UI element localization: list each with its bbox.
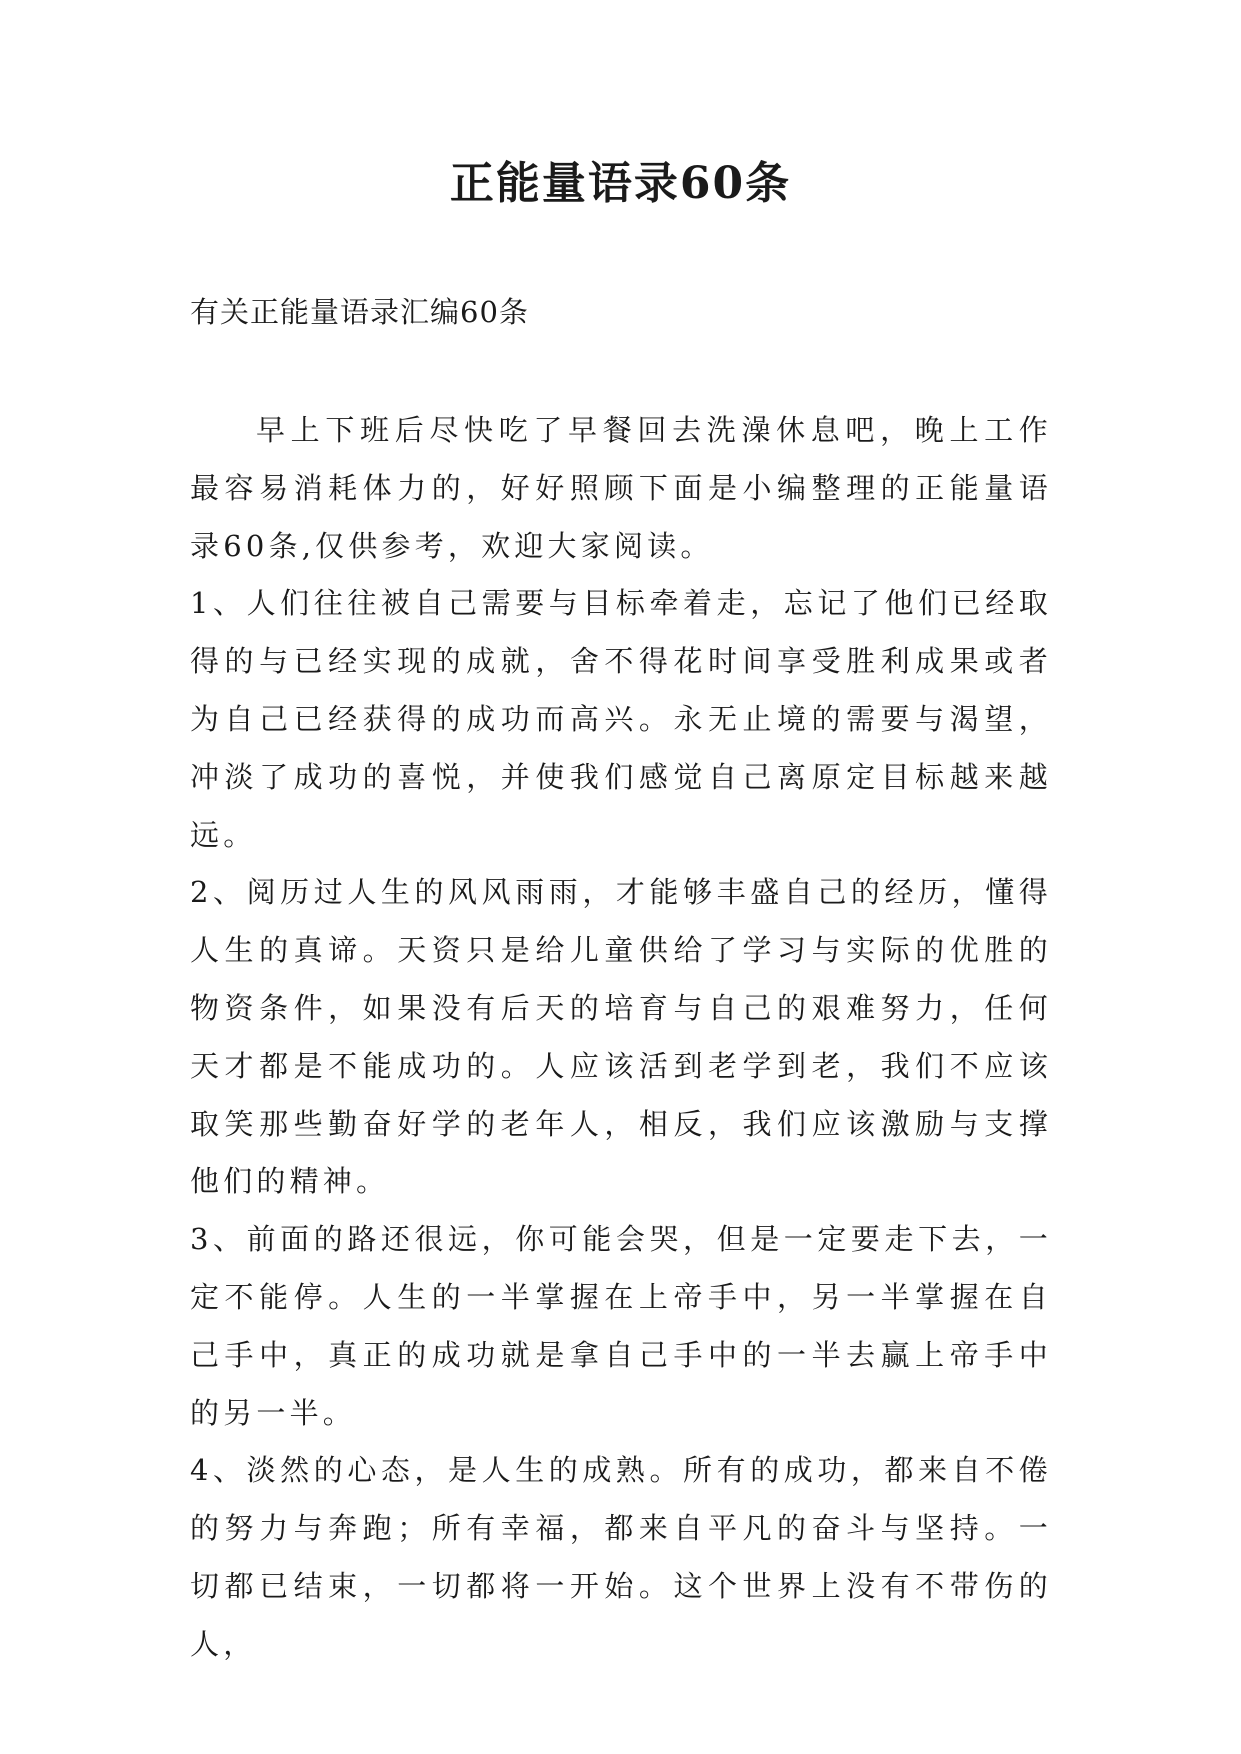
document-title: 正能量语录60条: [449, 158, 792, 209]
intro-paragraph: 早上下班后尽快吃了早餐回去洗澡休息吧，晚上工作最容易消耗体力的，好好照顾下面是小编整理的正能量语录60条,仅供参考，欢迎大家阅读。: [190, 413, 1052, 563]
quote-paragraph-3: 3、前面的路还很远，你可能会哭，但是一定要走下去，一定不能停。人生的一半掌握在上帝手中，另一半掌握在自己手中，真正的成功就是拿自己手中的一半去赢上帝手中的另一半。: [190, 1222, 1052, 1430]
quote-paragraph-4: 4、淡然的心态，是人生的成熟。所有的成功，都来自不倦的努力与奔跑；所有幸福，都来自平凡的奋斗与坚持。一切都已结束，一切都将一开始。这个世界上没有不带伤的人，: [190, 1453, 1052, 1661]
document-subtitle: 有关正能量语录汇编60条: [190, 295, 529, 329]
document-body: [190, 402, 1052, 1674]
quote-paragraph-1: 1、人们往往被自己需要与目标牵着走，忘记了他们已经取得的与已经实现的成就，舍不得花时间享受胜利成果或者为自己已经获得的成功而高兴。永无止境的需要与渴望，冲淡了成功的喜悦，并使我们感觉自己离原定目标越来越远。: [190, 586, 1052, 852]
quote-paragraph-2: 2、阅历过人生的风风雨雨，才能够丰盛自己的经历，懂得人生的真谛。天资只是给儿童供给了学习与实际的优胜的物资条件，如果没有后天的培育与自己的艰难努力，任何天才都是不能成功的。人应该活到老学到老，我们不应该取笑那些勤奋好学的老年人，相反，我们应该激励与支撑他们的精神。: [190, 875, 1052, 1199]
